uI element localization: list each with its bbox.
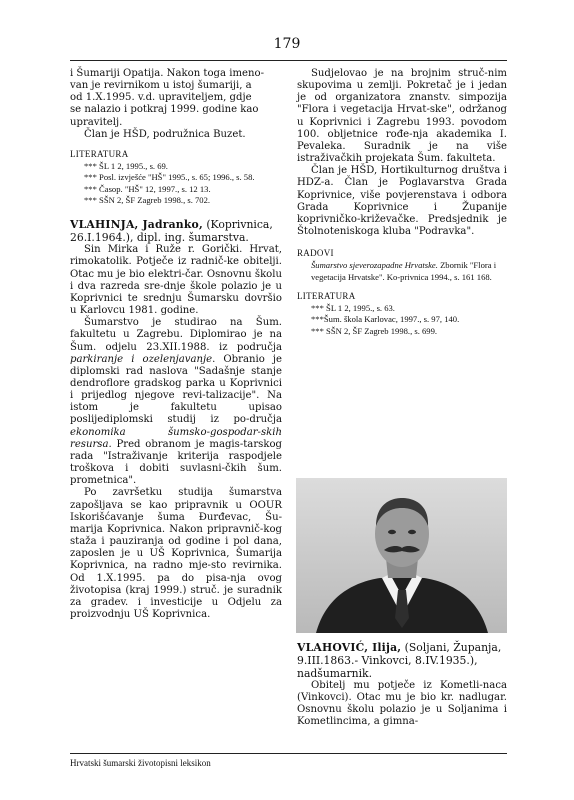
header-rule (70, 60, 507, 61)
text-run: Šumarstvo je studirao na Šum. fakultetu u Zagrebu. Diplomirao je na Šum. odjelu 23.XII.1988. iz područja (70, 317, 282, 353)
membership-note: Član je HŠD, podružnica Buzet. (84, 128, 246, 140)
literature-item: ***Šum. škola Karlovac, 1997., s. 97, 140. (311, 314, 460, 325)
portrait-image (296, 478, 507, 633)
literature-item: *** Časop. "HŠ" 12, 1997., s. 12 13. (84, 183, 211, 194)
intro-line: od 1.X.1995. v.d. upraviteljem, gdje (70, 92, 252, 104)
literature-item: *** SŠN 2, ŠF Zagreb 1998., s. 699. (311, 325, 438, 336)
literature-item: *** ŠL 1 2, 1995., s. 63. (311, 303, 395, 314)
intro-line: upravitelj. (70, 116, 123, 128)
biography-paragraph: Član je HŠD, Hortikulturnog društva i HDZ-a. Član je Poglavarstva Grada Koprivnice, više povjerenstava i odbora Grada Koprivnice i Županije koprivničko-križevačke. Predsjednik je Štolnoteniskoga kluba "Podravka". (297, 165, 507, 238)
literature-heading: LITERATURA (297, 290, 356, 301)
italic-run: ekonomika šumsko-gospodar-skih resursa (70, 426, 282, 450)
works-title: Šumarstvo sjeverozapadne Hrvatske. (311, 260, 438, 271)
works-details: Zbornik "Flora i vegetacija Hrvatske". Ko-privnica 1994., s. 161 168. (311, 260, 497, 282)
intro-line: se nalazio i potkraj 1999. godine kao (70, 104, 259, 116)
works-heading: RADOVI (297, 248, 334, 259)
biography-paragraph: Sin Mirka i Ruže r. Gorički. Hrvat, rimokatolik. Potječe iz radnič-ke obitelji. Otac mu je bio elektri-čar. Osnovnu školu i dva razreda sre-dnje škole polazio je u Koprivnici te srednju Šumarsku dovršio u Karlovcu 1981. godine. (70, 244, 282, 317)
biography-paragraph: Sudjelovao je na brojnim struč-nim skupovima u zemlji. Pokretač je i jedan je od organizatora znanstv. simpozija "Flora i vegetacija Hrvat-ske", održanog u Koprivnici i Zagrebu 1993. povodom 100. obljetnice rođe-nja akademika I. Pevaleka. Suradnik je na više istraživačkih projekata Šum. fakulteta. (297, 68, 507, 165)
entry-name: VLAHOVIĆ, Ilija, (297, 641, 402, 654)
literature-item: *** Posl. izvješće "HŠ" 1995., s. 65; 1996., s. 58. (84, 172, 255, 183)
italic-run: parkiranje i ozelenjavanje (70, 353, 213, 365)
biography-paragraph: Obitelj mu potječe iz Kometli-naca (Vinkovci). Otac mu je bio kr. nadlugar. Osnovnu školu polazio je u Soljanima i Kometlincima, a gimna- (297, 680, 507, 728)
entry-heading-vlahovic (297, 641, 507, 680)
entry-name: VLAHINJA, Jadranko, (70, 218, 203, 232)
footer-title: Hrvatski šumarski životopisni leksikon (70, 758, 211, 768)
right-column (297, 68, 507, 337)
page-number: 179 (273, 36, 301, 52)
biography-paragraph: Po završetku studija šumarstva zapošljava se kao pripravnik u OOUR Iskorišćavanje šuma Đurđevac, Šu-marija Koprivnica. Nakon pripravnič-kog staža i pauziranja od godine i pol dana, zaposlen je u UŠ Koprivnica, Šumarija Koprivnica, na radno mje-sto revirnika. Od 1.X.1995. pa do pisa-nja ovog životopisa (kraj 1999.) struč. je suradnik za gradev. i investicije u Odjelu za proizvodnju UŠ Koprivnica. (70, 487, 282, 620)
text-run: . Pred obranom je magis-tarskog rada "Istraživanje kriterija raspodjele troškova i dobiti suvlasni-čkih šum. prometnica". (70, 438, 282, 487)
intro-line: i Šumariji Opatija. Nakon toga imeno- (70, 68, 264, 79)
left-column (70, 68, 282, 621)
entry-details: (Soljani, Županja, 9.III.1863.- Vinkovci, 8.IV.1935.), nadšumarnik. (297, 641, 502, 680)
portrait-photo (296, 478, 507, 633)
literature-heading: LITERATURA (70, 148, 129, 159)
literature-item: *** ŠL 1 2, 1995., s. 69. (84, 161, 168, 172)
works-item (297, 260, 507, 283)
literature-item: *** SŠN 2, ŠF Zagreb 1998., s. 702. (84, 194, 211, 205)
entry-heading-vlahinja (70, 218, 282, 244)
biography-paragraph (70, 317, 282, 487)
entry-details: (Koprivnica, 26.I.1964.), dipl. ing. šumarstva. (70, 218, 273, 245)
text-run: . Obranio je diplomski rad naslova "Sadašnje stanje dendroflore gradskog parka u Koprivnici i prijedlog njegove revi-talizacije". Na istom je fakultetu upisao poslijediplomski studij iz po-dručja (70, 353, 282, 426)
intro-line: van je revirnikom u istoj šumariji, a (70, 80, 252, 92)
footer-rule (70, 753, 507, 754)
right-column-entry (297, 641, 507, 729)
